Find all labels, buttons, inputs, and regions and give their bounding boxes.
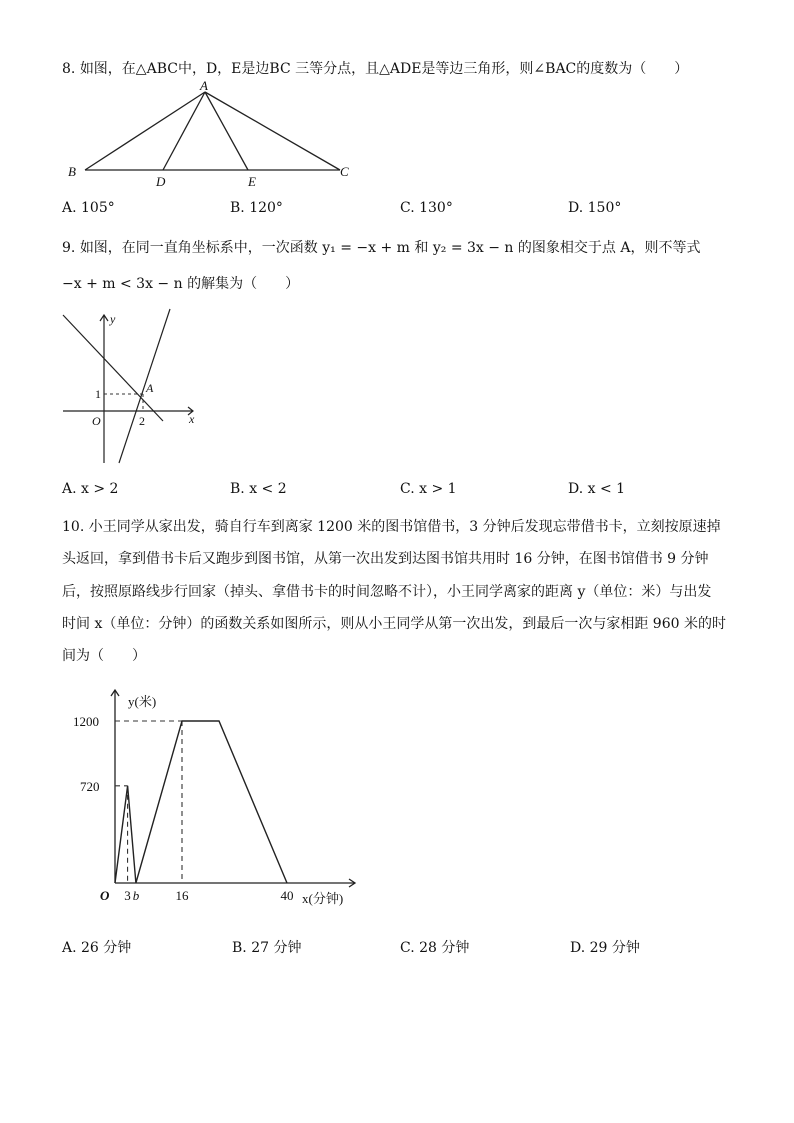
q9-number: 9. [62, 240, 76, 256]
side-ac [205, 92, 340, 170]
line-y1 [63, 315, 163, 421]
segment-ad [163, 92, 205, 170]
q9-stem-line2: −x + m < 3x − n 的解集为（ ） [62, 276, 300, 292]
q8-text: 如图，在△ABC中，D，E是边BC 三等分点，且△ADE是等边三角形，则∠BAC的度数为（ ） [79, 61, 689, 77]
label-e: E [248, 174, 256, 189]
q10-stem-line4: 时间 x（单位：分钟）的函数关系如图所示，则从小王同学从第一次出发，到最后一次与家相距 960 米的时 [62, 616, 726, 632]
q10-stem-line3: 后，按照原路线步行回家（掉头、拿借书卡的时间忽略不计），小王同学离家的距离 y（单位：米）与出发 [62, 584, 712, 600]
q9-coordinate-figure [55, 305, 205, 470]
q8-option-c[interactable]: C. 130° [400, 200, 453, 216]
q10-stem-line1 [62, 516, 721, 536]
y-tick-label-1200: 1200 [73, 714, 99, 729]
q10-distance-time-chart [70, 680, 370, 910]
q8-option-a[interactable]: A. 105° [62, 200, 115, 216]
label-one: 1 [95, 387, 101, 401]
q8-triangle-figure [60, 80, 360, 190]
q10-option-a[interactable]: A. 26 分钟 [62, 940, 132, 956]
q10-stem-line5: 间为（ ） [62, 648, 146, 664]
q9-option-a[interactable]: A. x > 2 [62, 481, 119, 497]
label-y: y [110, 312, 116, 326]
q10-option-c[interactable]: C. 28 分钟 [400, 940, 470, 956]
x-tick-label-16: 16 [175, 888, 189, 903]
q9-option-d[interactable]: D. x < 1 [568, 481, 626, 497]
q8-option-b[interactable]: B. 120° [230, 200, 283, 216]
label-d: D [156, 174, 166, 189]
chart-x-label: x(分钟) [302, 891, 344, 906]
label-b: B [68, 164, 76, 179]
side-ab [85, 92, 205, 170]
chart-y-label: y(米) [128, 694, 157, 709]
q8-stem [62, 58, 688, 78]
chart-origin-label: O [100, 888, 110, 903]
line-y2 [119, 309, 170, 463]
q10-option-b[interactable]: B. 27 分钟 [232, 940, 302, 956]
q9-text-1: 如图，在同一直角坐标系中，一次函数 y₁ = −x + m 和 y₂ = 3x − n 的图象相交于点 A，则不等式 [79, 240, 701, 256]
label-point-a: A [146, 381, 154, 395]
label-origin: O [92, 414, 101, 428]
label-x: x [189, 412, 195, 426]
q10-stem-line2: 头返回，拿到借书卡后又跑步到图书馆，从第一次出发到达图书馆共用时 16 分钟，在图书馆借书 9 分钟 [62, 551, 709, 567]
q8-option-d[interactable]: D. 150° [568, 200, 622, 216]
x-tick-label-3: 3 [124, 888, 131, 903]
label-c: C [340, 164, 349, 179]
q9-stem-line1 [62, 237, 700, 257]
q9-option-c[interactable]: C. x > 1 [400, 481, 457, 497]
label-two: 2 [139, 414, 145, 428]
q10-text-1: 小王同学从家出发，骑自行车到离家 1200 米的图书馆借书，3 分钟后发现忘带借书卡，立刻按原速掉 [88, 519, 721, 535]
y-tick-label-720: 720 [80, 778, 100, 794]
distance-time-polyline [115, 721, 287, 883]
label-a: A [200, 80, 208, 93]
q9-option-b[interactable]: B. x < 2 [230, 481, 287, 497]
q10-number: 10. [62, 519, 85, 535]
x-tick-label-40: 40 [280, 888, 294, 903]
q8-number: 8. [62, 61, 76, 77]
x-tick-label-b: b [132, 888, 140, 903]
q10-option-d[interactable]: D. 29 分钟 [570, 940, 640, 956]
